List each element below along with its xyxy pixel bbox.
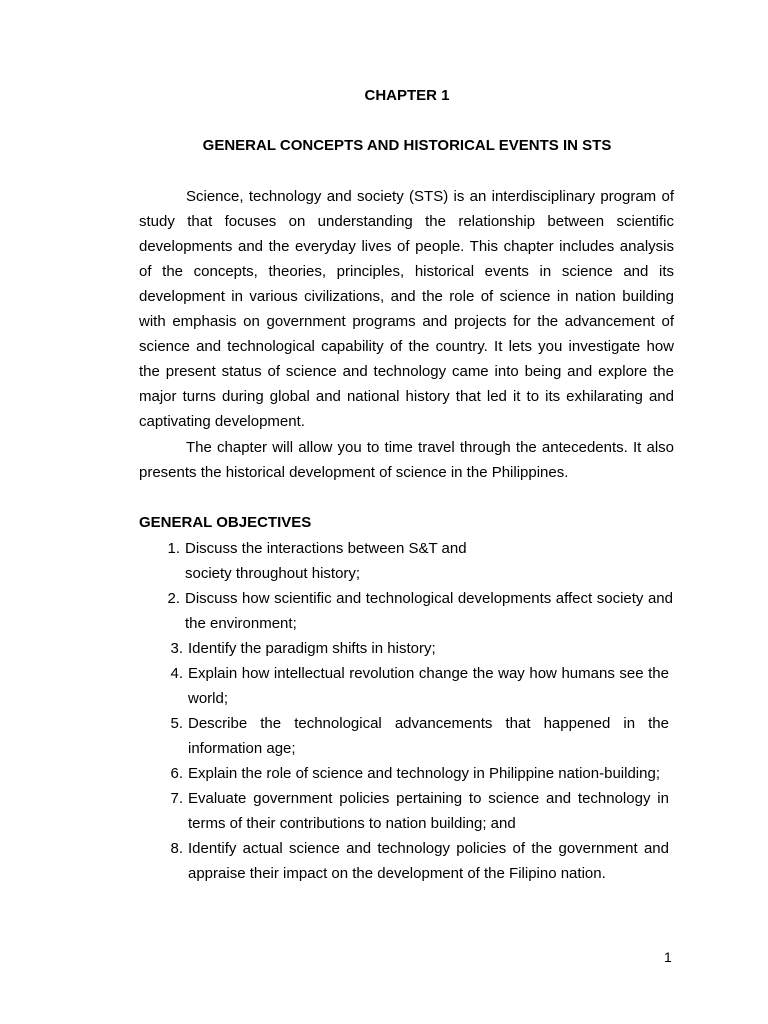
objective-text: Describe the technological advancements that happened in the information age; xyxy=(188,715,669,757)
objective-text: Discuss how scientific and technological developments affect society and the environment; xyxy=(185,590,673,632)
objective-text: Evaluate government policies pertaining to science and technology in terms of their contributions to nation building; and xyxy=(188,790,669,832)
objective-text: Identify actual science and technology policies of the government and appraise their impact on the development of the Filipino nation. xyxy=(188,840,669,882)
objective-text: Explain how intellectual revolution change the way how humans see the world; xyxy=(188,665,669,707)
objective-number: 2. xyxy=(167,590,180,607)
page-number: 1 xyxy=(664,949,672,965)
objective-number: 8. xyxy=(170,840,183,857)
objective-text: Discuss the interactions between S&T and society throughout history; xyxy=(185,540,467,582)
objective-number: 5. xyxy=(170,715,183,732)
objective-number: 7. xyxy=(170,790,183,807)
intro-paragraph-2: The chapter will allow you to time travel through the antecedents. It also presents the historical development of science in the Philippines. xyxy=(139,439,674,481)
objective-number: 4. xyxy=(170,665,183,682)
intro-paragraph-1: Science, technology and society (STS) is an interdisciplinary program of study that focuses on understanding the relationship between scientific developments and the everyday lives of people. This chapter includes analysis of the concepts, theories, principles, historical events in science and its development in various civilizations, and the role of science in nation building with emphasis on government programs and projects for the advancement of science and technological capability of the country. It lets you investigate how the present status of science and technology came into being and explore the major turns during global and national history that led it to its exhilarating and captivating development. xyxy=(139,188,674,430)
objective-item-3 xyxy=(139,636,679,661)
objective-text: Identify the paradigm shifts in history; xyxy=(188,640,436,657)
chapter-label: CHAPTER 1 xyxy=(364,87,450,104)
objective-item-8 xyxy=(139,836,679,886)
objective-item-2 xyxy=(139,586,679,636)
objective-number: 3. xyxy=(170,640,183,657)
objective-item-5 xyxy=(139,711,679,761)
objectives-list xyxy=(139,536,679,886)
chapter-title: GENERAL CONCEPTS AND HISTORICAL EVENTS IN STS xyxy=(202,137,612,154)
objective-item-4 xyxy=(139,661,679,711)
objective-text: Explain the role of science and technology in Philippine nation-building; xyxy=(188,765,660,782)
objectives-heading: GENERAL OBJECTIVES xyxy=(139,514,312,531)
objective-item-7 xyxy=(139,786,679,836)
objective-item-6 xyxy=(139,761,679,786)
objective-number: 1. xyxy=(167,540,180,557)
objective-item-1 xyxy=(139,536,679,586)
objective-number: 6. xyxy=(170,765,183,782)
